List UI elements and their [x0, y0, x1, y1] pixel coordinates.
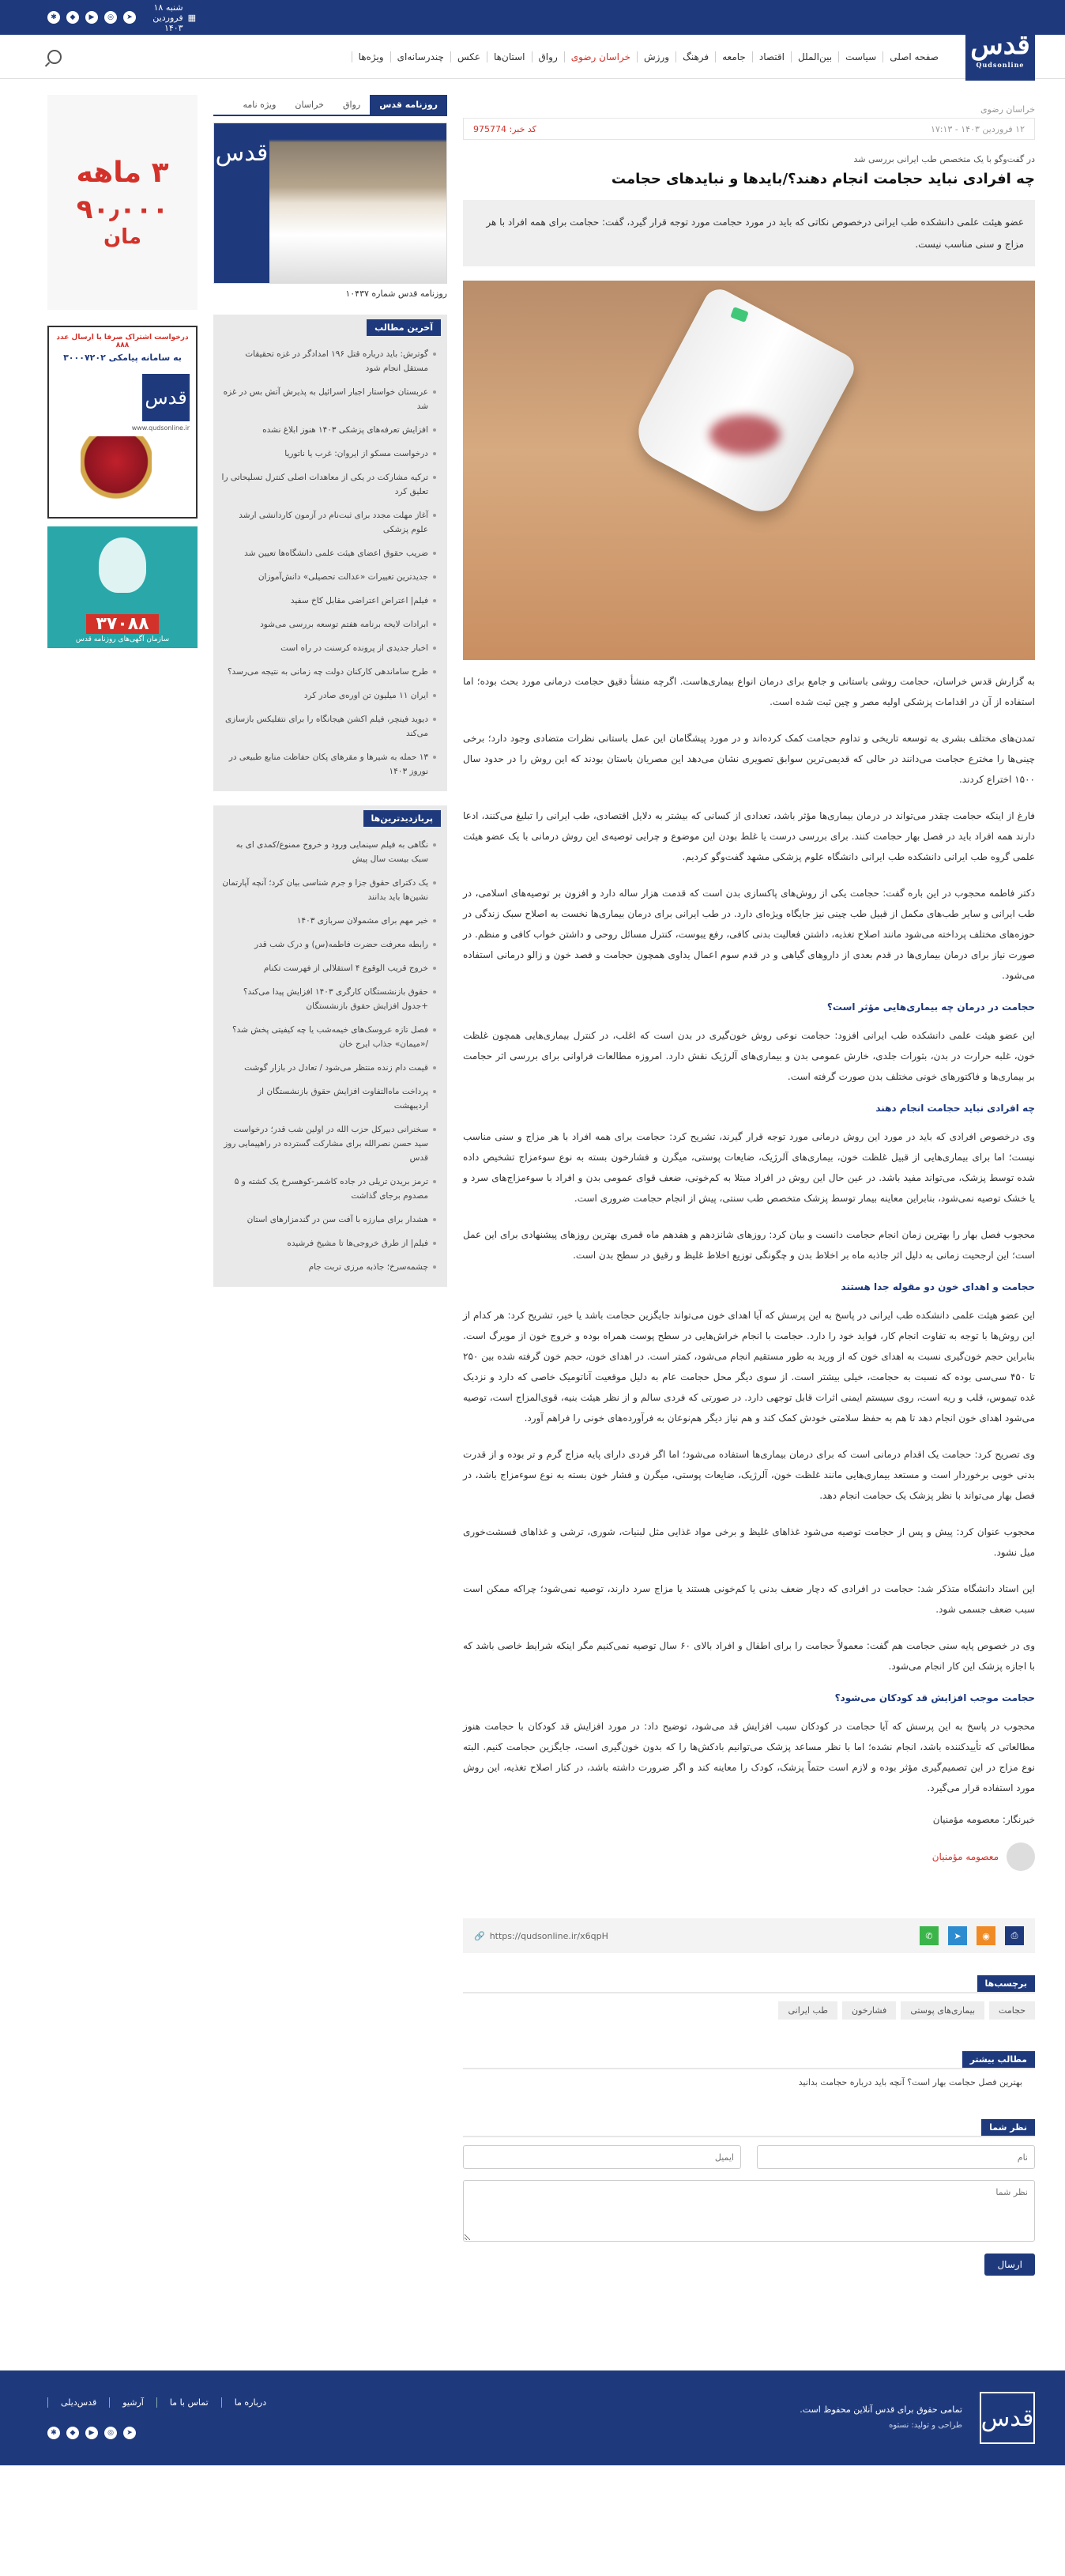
send-button[interactable]: ارسال	[984, 2254, 1035, 2276]
list-item[interactable]: پرداخت ماه‌التفاوت افزایش حقوق بازنشستگان از اردیبهشت	[221, 1080, 436, 1118]
popular-news-box	[213, 805, 447, 1287]
comment-fields	[463, 2145, 1035, 2169]
aparat-icon[interactable]: ▶	[85, 11, 98, 24]
newspaper-logo: قدس	[214, 123, 269, 283]
body-paragraph: این استاد دانشگاه متذکر شد: حجامت در افرادی که دچار ضعف بدنی یا کم‌خونی هستند یا مزاج سرد دارند، توصیه نمی‌شود؛ چراکه ممکن است سبب ضعف جسمی شود.	[463, 1583, 1035, 1615]
body-paragraph: محجوب عنوان کرد: پیش و پس از حجامت توصیه می‌شود غذاهای غلیظ و برخی مواد غذایی مثل لبنیات، شوری، ترشی و غذاهای قسشت‌خوری میل نشود.	[463, 1526, 1035, 1558]
list-item[interactable]: دیوید فینچر، فیلم اکشن هیجانگاه را برای نتفلیکس بازسازی می‌کند	[221, 707, 436, 745]
nav-item[interactable]: چندرسانه‌ای	[390, 51, 450, 62]
operator-icon	[99, 537, 146, 593]
name-field[interactable]	[757, 2145, 1035, 2169]
newspaper-tabs	[213, 95, 447, 116]
related-link[interactable]: بهترین فصل حجامت بهار است؟ آنچه باید درباره حجامت بدانید	[798, 2077, 1022, 2088]
latest-news-box	[213, 315, 447, 791]
nav-item[interactable]: استان‌ها	[487, 51, 531, 62]
list-item[interactable]: یک دکترای حقوق جزا و جرم شناسی بیان کرد؛ آنچه آپارتمان نشین‌ها باید بدانند	[221, 871, 436, 909]
logo-subtext: Qudsonline	[976, 61, 1025, 69]
article-summary: عضو هیئت علمی دانشکده طب ایرانی درخصوص نکاتی که باید در مورد حجامت مورد توجه قرار گیرد، گفت: حجامت برای همه افراد با هر مزاج و سنی مناسب نیست.	[463, 200, 1035, 266]
site-logo[interactable]	[965, 17, 1035, 81]
list-item[interactable]: فیلم| اعتراض اعتراضی مقابل کاخ سفید	[221, 589, 436, 613]
nav-item[interactable]: خراسان رضوی	[564, 51, 637, 62]
rubika-icon[interactable]: ◆	[66, 11, 79, 24]
body-paragraph: این عضو هیئت علمی دانشکده طب ایرانی در پاسخ به این پرسش که آیا اهدای خون می‌تواند جایگزین حجامت باشد یا خیر، تشریح کرد: هر کدام از این روش‌ها با توجه به تفاوت انجام کار، فواید خود را دارد. حجامت با انجام خراش‌هایی در سطح پوست همراه بوده و خروج خون از مویرگ است. بنابراین حجم خون‌گیری نسبت به اهدای خون که از ورید به طور مستقیم انجام می‌شود، کمتر است. در اهدای خون، حجم خون گرفته شده بین ۲۵۰ تا ۴۵۰ سی‌سی بوده که نسبت به حجامت، خیلی بیشتر است. از سوی دیگر محل حجامت عام به دلیل موقعیت آناتومیک خاصی که دارد و نزدیک غده تیموس، قلب و ریه است، روی سیستم ایمنی اثرات قابل توجهی دارد. در صورتی که فردی سالم و از نظر هیئت بنیه، قوی‌المزاج است، توصیه می‌شود اهدای خون انجام دهد تا هم به حفظ سلامتی خودش کمک کند و هم نیاز دیگر هم‌نوعان به فرآورده‌های خونی را فراهم آورد.	[463, 1310, 1035, 1424]
list-item[interactable]: هشدار برای مبارزه با آفت سن در گندمزارهای استان	[221, 1208, 436, 1231]
footer-link[interactable]: قدس‌دیلی	[47, 2397, 96, 2408]
date-display	[136, 2, 196, 33]
list-item[interactable]: چشمه‌سرخ؛ جاذبه مرزی تربت جام	[221, 1255, 436, 1279]
list-item[interactable]: گوترش: باید درباره قتل ۱۹۶ امدادگر در غزه تحقیقات مستقل انجام شود	[221, 342, 436, 380]
body-paragraph: به گزارش قدس خراسان، حجامت روشی باستانی و جامع برای درمان انواع بیماری‌هاست. اگرچه منشأ دقیق حجامت درمانی مورد بحث بوده؛ اما استفاده از آن در اقدامات پزشکی اولیه مصر و چین ثبت شده است.	[463, 676, 1035, 707]
nav-item[interactable]: جامعه	[715, 51, 752, 62]
tab-item[interactable]: روزنامه قدس	[370, 95, 447, 115]
ad-duration: ۳ ماهه	[76, 156, 169, 189]
list-item[interactable]: سخنرانی دبیرکل حزب الله در اولین شب قدر؛ درخواست سید حسن نصرالله برای مشارکت گسترده در راهپیمایی روز قدس	[221, 1118, 436, 1170]
telegram-icon[interactable]: ➤	[948, 1926, 967, 1945]
article-datetime: ۱۲ فروردین ۱۴۰۳ - ۱۷:۱۳	[930, 123, 1025, 134]
body-paragraph: محجوب در پاسخ به این پرسش که آیا حجامت در کودکان سبب افزایش قد می‌شود، توضیح داد: در مورد افزایش قد کودکان با حجامت هنوز مطالعاتی که تأییدکننده باشد، انجام نشده؛ اما با نظر مساعد پزشک می‌توانیم بادکش‌ها را که بدون خون‌گیری است، جایگزین حجامت کنیم. البته نوع مزاج در این تصمیم‌گیری مؤثر بوده و لازم است حتماً پزشک، کودک را معاینه کند و اگر ضرورت داشته باشد، در کنار اصلاح تغذیه، این روش مورد استفاده قرار می‌گیرد.	[463, 1721, 1035, 1793]
comments-header	[463, 2119, 1035, 2137]
list-item[interactable]: نگاهی به فیلم سینمایی ورود و خروج ممنوع/کمدی ای به سبک بیست سال پیش	[221, 833, 436, 871]
nav-item[interactable]: سیاست	[838, 51, 882, 62]
copyright-text: تمامی حقوق برای قدس آنلاین محفوظ است.	[800, 2404, 962, 2415]
article-kicker: در گفت‌وگو با یک متخصص طب ایرانی بررسی شد	[853, 154, 1035, 164]
top-bar	[0, 0, 1065, 35]
ad-site: www.qudsonline.ir	[131, 424, 190, 432]
tag-chip[interactable]: حجامت	[989, 2001, 1035, 2020]
telegram-icon[interactable]: ➤	[123, 2427, 136, 2439]
body-paragraph: وی درخصوص افرادی که باید در مورد این روش درمانی مورد توجه قرار گیرند، تشریح کرد: حجامت برای همه افراد با هر مزاج و سنی مناسب نیست؛ اما برای بیماری‌هایی از قبیل غلظت خون، بیماری‌های آلرژیک، ضایعات پوستی، میگرن و فشارخون بسته به نوع سوءمزاج تشخیص داده شده توسط پزشک، می‌تواند مفید باشد. در عین حال این روش در افراد مبتلا به کم‌خونی، ضعف قوای عمومی بدن و افراد با سوءمزاج‌های سرد و یا خشک توصیه نمی‌شود، بنابراین معاینه بیمار توسط پزشک متخصص طب سنتی، پیش از انجام حجامت ضروری است.	[463, 1131, 1035, 1204]
body-paragraph: دکتر فاطمه محجوب در این باره گفت: حجامت یکی از روش‌های پاکسازی بدن است که قدمت هزار ساله دارد و افزون بر توصیه‌های اسلامی، در طب ایرانی و سایر طب‌های مکمل از قبیل طب چینی نیز جایگاه ویژه‌ای دارد. در طب ایرانی برای درمان بیماری‌ها نخست به اصلاح سبک زندگی در حوزه‌های مختلف پرداخته می‌شود مانند اصلاح تغذیه، داشتن فعالیت بدنی کافی، رفع یبوست، کنترل مسائل روحی و داشتن خواب کافی و منظم. در صورت نیاز برای درمان بیماری‌ها در قدم بعدی از داروهای گیاهی و در قدم سوم اعمال یداوی همچون حجامت و فصد خون و زالو درمانی استفاده می‌شود.	[463, 888, 1035, 981]
ad-caption: سازمان آگهی‌های روزنامه قدس	[75, 636, 170, 643]
list-item[interactable]: ابرادات لایحه برنامه هفتم توسعه بررسی می‌شود	[221, 613, 436, 636]
newspaper-cover[interactable]	[213, 123, 447, 284]
comment-textarea[interactable]	[463, 2180, 1035, 2242]
main-nav	[0, 29, 1065, 79]
ad-sms-number: به سامانه پیامکی ۳۰۰۰۷۲۰۲	[63, 353, 182, 363]
list-item[interactable]: جدیدترین تغییرات «عدالت تحصیلی» دانش‌آموزان	[221, 565, 436, 589]
print-icon[interactable]: ⎙	[1005, 1926, 1024, 1945]
comments-title: نظر شما	[981, 2119, 1035, 2136]
subscription-ad[interactable]	[47, 95, 198, 310]
article-title: چه افرادی نباید حجامت انجام دهند؟/بایدها و نبایدهای حجامت	[611, 171, 1035, 187]
date-text: شنبه ۱۸ فروردین ۱۴۰۳	[152, 2, 183, 33]
newspaper-caption[interactable]: روزنامه قدس شماره ۱۰۴۳۷	[345, 289, 447, 299]
search-icon[interactable]	[47, 50, 62, 64]
nav-item[interactable]: عکس	[450, 51, 487, 62]
nav-item[interactable]: اقتصاد	[752, 51, 791, 62]
cupping-mark-shape	[709, 415, 781, 454]
instagram-icon[interactable]: ◎	[104, 2427, 117, 2439]
list-item[interactable]: افزایش تعرفه‌های پزشکی ۱۴۰۳ هنوز ابلاغ نشده	[221, 418, 436, 442]
sms-subscription-ad[interactable]	[47, 326, 198, 519]
ad-sms-title: درخواست اشتراک صرفا با ارسال عدد ۸۸۸	[56, 334, 189, 349]
tags-title: برچسب‌ها	[977, 1975, 1036, 1992]
more-header	[463, 2051, 1035, 2069]
latest-news-header	[213, 315, 447, 336]
nav-item[interactable]: بین‌الملل	[791, 51, 838, 62]
popular-news-title: پربازدیدترین‌ها	[363, 810, 441, 827]
reporter-byline: خبرنگار: معصومه مؤمنیان	[932, 1814, 1035, 1825]
latest-news-list	[213, 336, 447, 783]
footer-logo[interactable]: قدس	[980, 2392, 1035, 2444]
list-item[interactable]: خروج قریب الوقوع ۴ استقلالی از فهرست تکنام	[221, 956, 436, 980]
footer-link[interactable]: درباره ما	[221, 2397, 266, 2408]
tag-chip[interactable]: بیماری‌های پوستی	[901, 2001, 984, 2020]
social-links	[47, 11, 136, 24]
nav-item[interactable]: ویژه‌ها	[352, 51, 390, 62]
ad-price: ۹۰٫۰۰۰	[76, 193, 169, 225]
author-card[interactable]	[463, 1842, 1035, 1871]
list-item[interactable]: قیمت دام زنده منتظر می‌شود / تعادل در بازار گوشت	[221, 1056, 436, 1080]
ad-logo: قدس	[142, 374, 190, 421]
short-url[interactable]	[474, 1931, 608, 1941]
article-image	[463, 281, 1035, 660]
nav-item[interactable]: فرهنگ	[676, 51, 715, 62]
ad-unit: مان	[103, 224, 142, 249]
list-item[interactable]: ۱۳ حمله به شیرها و مقرهای پکان حفاظت منابع طبیعی در نوروز ۱۴۰۳	[221, 745, 436, 783]
body-paragraph: این عضو هیئت علمی دانشکده طب ایرانی افزود: حجامت نوعی روش خون‌گیری در بدن است که اغلب، در کنترل بیماری‌هایی همچون غلظت خون، غلبه حرارت در بدن، بثورات جلدی، خارش عمومی بدن و بیماری‌های آلرژیک نقش دارد. امروزه مطالعات فراوانی برای بررسی اثر حجامت بر بیماری‌ها و فاکتورهای خونی مختلف بدن صورت گرفته است.	[463, 1030, 1035, 1082]
list-item[interactable]: ترکیه مشارکت در یکی از معاهدات اصلی کنترل تسلیحاتی را تعلیق کرد	[221, 466, 436, 504]
nav-menu	[62, 51, 945, 62]
eitaa-icon[interactable]: ✱	[47, 2427, 60, 2439]
designer-text[interactable]: طراحی و تولید: نستوه	[889, 2421, 962, 2430]
logo-text: قدس	[970, 29, 1030, 61]
news-code: کد خبر: 975774	[473, 123, 536, 134]
nav-item[interactable]: صفحه اصلی	[882, 51, 945, 62]
footer-link[interactable]: تماس با ما	[156, 2397, 209, 2408]
whatsapp-icon[interactable]: ✆	[920, 1926, 939, 1945]
nav-item[interactable]: ورزش	[637, 51, 676, 62]
ad-phone: ۳۷۰۸۸	[86, 614, 158, 634]
more-title: مطالب بیشتر	[962, 2051, 1035, 2068]
list-item[interactable]: آغاز مهلت مجدد برای ثبت‌نام در آزمون کاردانشی ارشد علوم پزشکی	[221, 504, 436, 541]
instagram-icon[interactable]: ◎	[104, 11, 117, 24]
body-paragraph: وی در خصوص پایه سنی حجامت هم گفت: معمولاً حجامت را برای اطفال و افراد بالای ۶۰ سال توصیه نمی‌کنیم مگر اینکه شرایط خاصی باشد که با اجازه پزشک این کار انجام می‌شود.	[463, 1640, 1036, 1672]
list-item[interactable]: اخبار جدیدی از پرونده کرسنت در راه است	[221, 636, 436, 660]
list-item[interactable]: طرح ساماندهی کارکنان دولت چه زمانی به نتیجه می‌رسد؟	[221, 660, 436, 684]
list-item[interactable]: فصل تازه عروسک‌های خیمه‌شب یا چه کیفیتی پخش شد؟ /«میمان» جذاب ایرج خان	[221, 1018, 436, 1056]
aparat-icon[interactable]: ▶	[85, 2427, 98, 2439]
body-paragraph: فارغ از اینکه حجامت چقدر می‌تواند در درمان بیماری‌ها مؤثر باشد، تعدادی از کسانی که بیشتر به دلایل اقتصادی، طب ایرانی را تبلیغ می‌کنند، ادعا دارند همه افراد باید در فصل بهار حجامت کنند. برای بررسی درست یا غلط بودن این موضوع و چرایی توصیه‌ی این روش درمانی با یک عضو هیئت علمی گروه طب ایرانی دانشکده طب ایرانی دانشگاه علوم پزشکی مشهد گفت‌وگو کردیم.	[463, 810, 1035, 862]
list-item[interactable]: عربستان خواستار اجبار اسرائیل به پذیرش آتش بس در غزه شد	[221, 380, 436, 418]
latest-news-title: آخرین مطالب	[367, 319, 441, 336]
eitaa-icon[interactable]: ✱	[47, 11, 60, 24]
list-item[interactable]: درخواست مسکو از ایروان: غرب یا ناتوریا	[221, 442, 436, 466]
body-paragraph: تمدن‌های مختلف بشری به توسعه تاریخی و تداوم حجامت کمک کرده‌اند و در مورد پیشگامان این عمل باستانی نظرات متضادی وجود دارد؛ برخی چینی‌ها را مخترع حجامت می‌دانند در حالی که قدیمی‌ترین سوابق تصویری نشان می‌دهد این مصریان باستان بودند که این روش را در حدود سال ۱۵۰۰ اختراع کردند.	[463, 733, 1035, 785]
body-subheading: حجامت و اهدای خون دو مقوله جدا هستند	[841, 1281, 1035, 1292]
tag-chip[interactable]: فشارخون	[842, 2001, 896, 2020]
article-meta	[463, 118, 1035, 140]
tag-list	[463, 2001, 1035, 2020]
article-column	[463, 95, 1035, 2339]
ads-office-banner[interactable]	[47, 526, 198, 648]
avatar	[1007, 1842, 1035, 1871]
calendar-icon: ▦	[187, 12, 196, 23]
list-item[interactable]: رابطه معرفت حضرت فاطمه(س) و درک شب قدر	[221, 933, 436, 956]
sidebar	[213, 95, 447, 2339]
tag-chip[interactable]: طب ایرانی	[778, 2001, 837, 2020]
list-item[interactable]: فیلم| از طرق خروجی‌ها تا مشیخ فرشیده	[221, 1231, 436, 1255]
breadcrumb[interactable]: خراسان رضوی	[980, 104, 1035, 115]
footer-copyright	[266, 2402, 962, 2434]
tab-item[interactable]: رواق	[342, 100, 361, 110]
rss-icon[interactable]: ◉	[977, 1926, 995, 1945]
tags-header	[463, 1975, 1035, 1993]
body-subheading: چه افرادی نباید حجامت انجام دهند	[875, 1103, 1035, 1114]
tab-item[interactable]: ویژه نامه	[243, 100, 277, 110]
share-bar	[463, 1918, 1035, 1953]
short-url-text[interactable]: https://qudsonline.ir/x6qpH	[489, 1930, 608, 1941]
list-item[interactable]: ترمز بریدن تریلی در جاده کاشمر-کوهسرخ یک کشته و ۵ مصدوم برجای گذاشت	[221, 1170, 436, 1208]
list-item[interactable]: ضریب حقوق اعضای هیئت علمی دانشگاه‌ها تعیین شد	[221, 541, 436, 565]
author-name[interactable]: معصومه مؤمنیان	[931, 1851, 999, 1862]
ad-column	[47, 95, 198, 2339]
content-wrapper	[0, 79, 1065, 2339]
newspaper-cover-image	[269, 123, 446, 283]
tab-item[interactable]: خراسان	[295, 100, 324, 110]
footer-link[interactable]: آرشیو	[109, 2397, 144, 2408]
nav-item[interactable]: رواق	[532, 51, 564, 62]
footer-links	[47, 2397, 266, 2408]
tea-glass-icon	[81, 436, 152, 500]
body-paragraph: محجوب فصل بهار را بهترین زمان انجام حجامت دانست و بیان کرد: روزهای شانزدهم و هفدهم ماه قمری بهترین روزهای پیشنهادی برای این عمل است؛ این ارجحیت زمانی به دلیل اثر جاذبه ماه بر اخلاط بدن و چگونگی توزیع اخلاط غلیظ و رقیق در سطح بدن است.	[463, 1229, 1035, 1261]
list-item[interactable]: ایران ۱۱ میلیون تن اوره‌ی صادر کرد	[221, 684, 436, 707]
email-field[interactable]	[463, 2145, 741, 2169]
body-subheading: حجامت موجب افزایش قد کودکان می‌شود؟	[834, 1692, 1035, 1703]
popular-news-header	[213, 805, 447, 827]
share-icons	[920, 1926, 1024, 1945]
link-icon: 🔗	[474, 1930, 485, 1941]
footer-social	[47, 2427, 136, 2439]
article-body	[463, 671, 1035, 1798]
rubika-icon[interactable]: ◆	[66, 2427, 79, 2439]
list-item[interactable]: حقوق بازنشستگان کارگری ۱۴۰۳ افزایش پیدا می‌کند؟ +جدول افزایش حقوق بازنشستگان	[221, 980, 436, 1018]
footer-right	[47, 2397, 266, 2439]
body-paragraph: وی تصریح کرد: حجامت یک اقدام درمانی است که برای درمان بیماری‌ها استفاده می‌شود؛ اما اگر فردی دارای پایه مزاج گرم و تر بوده و از قدرت بدنی خوبی برخوردار است و مستعد بیماری‌هایی مانند غلظت خون، آلرژیک، ضایعات پوستی، میگرن و فشار خون بسته به نوع سوءمزاج باشد، در فصل بهار می‌تواند با نظر پزشک یک حجامت انجام دهد.	[463, 1449, 1035, 1501]
footer	[0, 2370, 1065, 2465]
body-subheading: حجامت در درمان چه بیماری‌هایی مؤثر است؟	[826, 1001, 1035, 1013]
list-item[interactable]: خبر مهم برای مشمولان سربازی ۱۴۰۳	[221, 909, 436, 933]
telegram-icon[interactable]: ➤	[123, 11, 136, 24]
popular-news-list	[213, 827, 447, 1279]
